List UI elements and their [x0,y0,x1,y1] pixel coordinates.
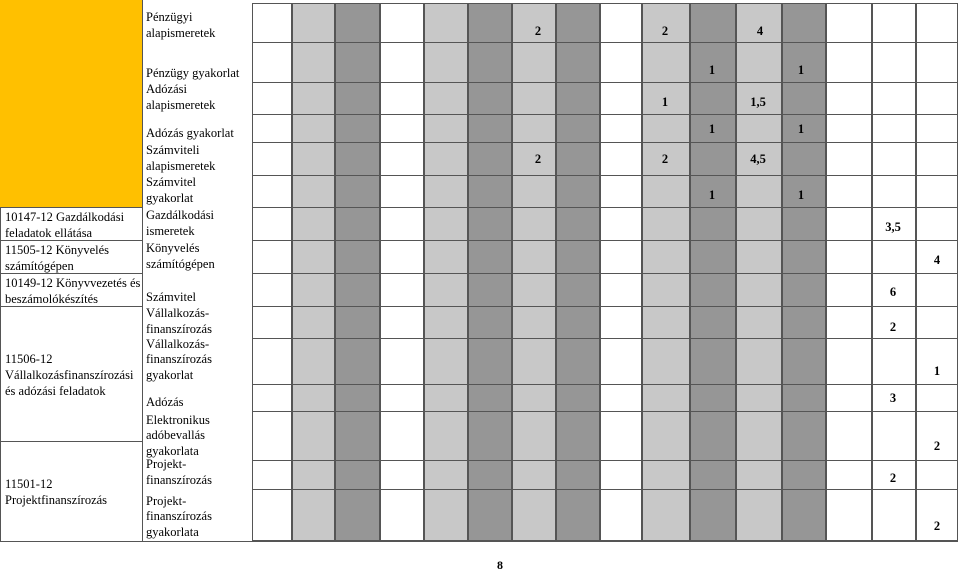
module-label: 11506-12 Vállalkozásfinanszírozási és adózási feladatok [5,351,134,398]
subject-label: Adózás gyakorlat [146,125,234,140]
module-label: 11501-12 Projektfinanszírozás [5,477,108,507]
module-divider [0,541,142,542]
row-divider [142,460,958,461]
subject-cell [142,207,252,240]
subject-cell [142,3,252,42]
module-divider [0,441,142,442]
subject-label: Adózás [146,394,184,409]
hour-value: 1,5 [750,95,766,109]
module-cell [0,306,142,441]
subject-cell [142,338,252,384]
module-cell [0,240,142,273]
row-divider [142,338,958,339]
hour-value: 2 [661,152,669,166]
hour-value: 1 [708,63,716,77]
hour-value: 2 [534,24,542,38]
row-divider [142,82,958,83]
hour-value: 4 [756,24,764,38]
subject-label: Számvitel gyakorlat [146,175,196,205]
hour-value: 3 [889,391,897,405]
module-label: 11505-12 Könyvelés számítógépen [5,242,110,273]
subject-cell [142,489,252,541]
row-divider [142,240,958,241]
hour-value: 4 [933,253,941,267]
hour-value: 3,5 [885,220,901,234]
subject-cell [142,240,252,273]
row-divider [142,411,958,412]
row-divider [142,207,958,208]
subject-cell [142,306,252,338]
hour-value: 1 [797,122,805,136]
subject-label: Gazdálkodási ismeretek [146,208,215,238]
subject-label: Vállalkozás- finanszírozás [146,306,212,336]
row-divider [142,384,958,385]
subject-cell [142,175,252,207]
subject-cell [142,457,252,489]
module-cell [0,441,142,541]
module-label: 10149-12 Könyvvezetés és beszámolókészítés [5,275,141,306]
hour-value: 1 [708,188,716,202]
row-divider [142,306,958,307]
subject-label: Könyvelés számítógépen [146,241,215,271]
subject-cell [142,273,252,306]
subject-cell [142,42,252,82]
row-divider [142,489,958,490]
subject-cell [142,384,252,411]
hour-value: 2 [889,320,897,334]
subject-label: Pénzügyi alapismeretek [146,10,216,40]
row-divider [142,42,958,43]
subject-label: Adózási alapismeretek [146,82,216,112]
module-cell [0,207,142,240]
row-divider [142,175,958,176]
module-cell [0,273,142,306]
subject-cell [142,411,252,460]
header-block [0,0,142,207]
subject-cell [142,142,252,175]
hour-value: 1 [797,63,805,77]
module-divider [0,240,142,241]
hour-value: 1 [933,364,941,378]
subject-label: Elektronikus adóbevallás gyakorlata [146,412,210,458]
hour-value: 2 [933,439,941,453]
hour-value: 1 [797,188,805,202]
subject-label: Számviteli alapismeretek [146,143,216,173]
subject-cell [142,82,252,114]
hour-value: 1 [661,95,669,109]
hour-value: 4,5 [750,152,766,166]
subject-cell [142,114,252,142]
subject-label: Számvitel [146,289,196,304]
row-divider [142,142,958,143]
row-divider [142,3,958,4]
row-divider [142,273,958,274]
module-divider [0,207,142,208]
module-divider [0,273,142,274]
module-label: 10147-12 Gazdálkodási feladatok ellátása [5,209,125,240]
subject-label: Projekt- finanszírozás [146,457,212,487]
hour-value: 6 [889,285,897,299]
row-divider [142,541,958,542]
hour-value: 2 [534,152,542,166]
subject-label: Pénzügy gyakorlat [146,65,240,80]
hour-value: 2 [661,24,669,38]
module-divider [0,306,142,307]
page-number: 8 [497,558,503,572]
subject-label: Projekt- finanszírozás gyakorlata [146,493,212,539]
subject-label: Vállalkozás- finanszírozás gyakorlat [146,336,212,382]
hour-value: 2 [933,519,941,533]
hour-value: 1 [708,122,716,136]
hour-value: 2 [889,471,897,485]
row-divider [142,114,958,115]
